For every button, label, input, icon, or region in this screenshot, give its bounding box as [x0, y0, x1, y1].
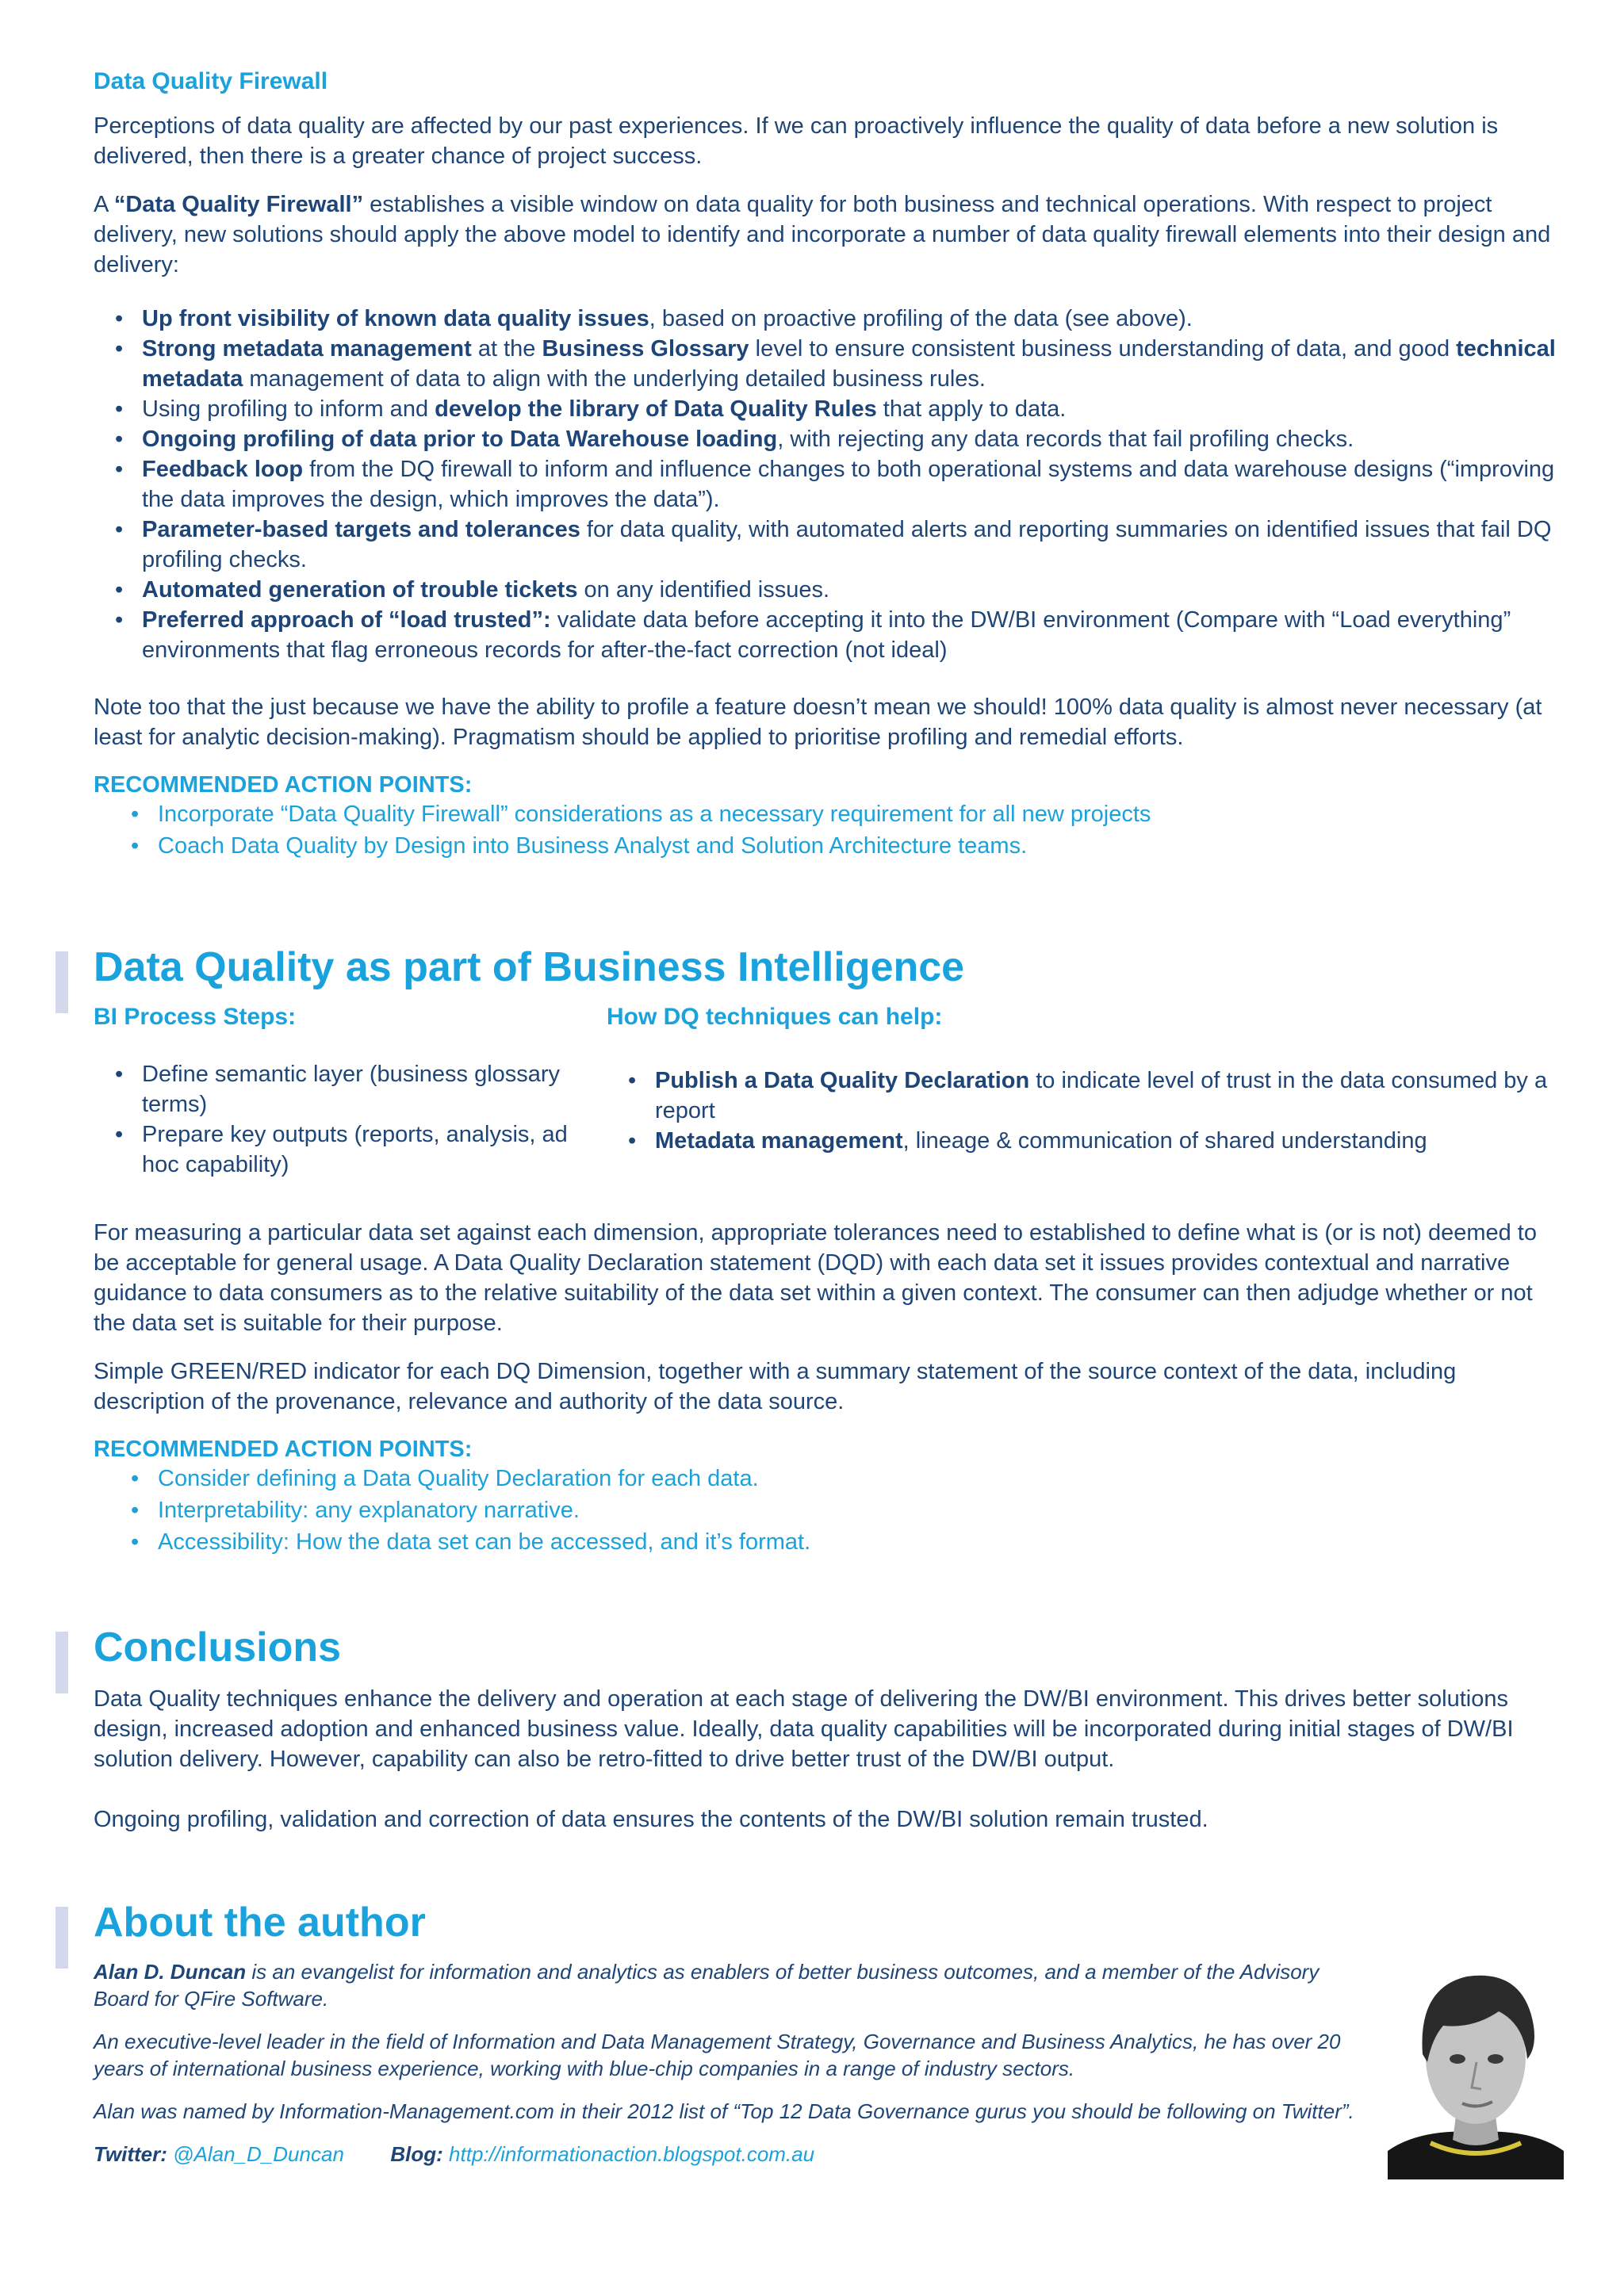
twitter-label: Twitter:	[94, 2142, 167, 2166]
list-item: • Interpretability: any explanatory narrative.	[94, 1494, 1568, 1526]
author-bio-paragraph: Alan D. Duncan is an evangelist for information and analytics as enablers of better business outcomes, and a member of the Advisory Board for QFire Software.	[94, 1960, 1320, 2011]
about-author-heading: About the author	[94, 1900, 426, 1946]
dq-bi-heading: Data Quality as part of Business Intelligence	[94, 944, 965, 990]
list-item: • Ongoing profiling of data prior to Data Warehouse loading, with rejecting any data records that fail profiling checks.	[94, 424, 1568, 454]
list-item: • Metadata management, lineage & communication of shared understanding	[607, 1126, 1568, 1156]
dq-firewall-paragraph: A “Data Quality Firewall” establishes a visible window on data quality for both business and technical operations. With respect to project delivery, new solutions should apply the above model to identify and incorporate a number of data quality firewall elements into their design and delivery:	[94, 192, 1551, 277]
dq-techniques-list	[607, 1066, 1568, 1156]
author-contact	[94, 2141, 1378, 2168]
list-item: • Parameter-based targets and tolerances for data quality, with automated alerts and reporting summaries on identified issues that fail DQ profiling checks.	[94, 515, 1568, 575]
recommended-actions-list	[94, 798, 1568, 862]
list-item: • Coach Data Quality by Design into Business Analyst and Solution Architecture teams.	[94, 830, 1568, 862]
section-marker	[56, 1632, 68, 1693]
bi-process-steps-heading: BI Process Steps:	[94, 1004, 297, 1030]
recommended-actions-heading: RECOMMENDED ACTION POINTS:	[94, 772, 473, 798]
author-name: Alan D. Duncan	[94, 1960, 247, 1984]
author-bio	[94, 1958, 1378, 2168]
list-item: • Up front visibility of known data quality issues, based on proactive profiling of the data (see above).	[94, 304, 1568, 334]
list-item: • Strong metadata management at the Business Glossary level to ensure consistent business understanding of data, and good technical metadata management of data to align with the underlying detailed business rules.	[94, 334, 1568, 394]
dq-indicator-paragraph: Simple GREEN/RED indicator for each DQ Dimension, together with a summary statement of the source context of the data, including description of the provenance, relevance and authority of the data source.	[94, 1359, 1457, 1414]
author-bio-paragraph: An executive-level leader in the field of Information and Data Management Strategy, Governance and Business Analytics, he has over 20 years of international business experience, working with blue-chip companies in a range of industry sectors.	[94, 2030, 1341, 2080]
section-marker	[56, 951, 68, 1013]
bi-process-steps	[94, 1004, 569, 1180]
list-item: • Define semantic layer (business glossary terms)	[94, 1059, 569, 1119]
dq-firewall-section	[94, 68, 1568, 862]
recommended-actions-list	[94, 1463, 1568, 1558]
list-item: • Automated generation of trouble tickets on any identified issues.	[94, 575, 1568, 605]
dq-firewall-elements-list	[94, 304, 1568, 665]
list-item: • Incorporate “Data Quality Firewall” considerations as a necessary requirement for all new projects	[94, 798, 1568, 830]
conclusions-paragraph: Data Quality techniques enhance the delivery and operation at each stage of delivering the DW/BI environment. This drives better solutions design, increased adoption and enhanced business value. Ideally, data quality capabilities will be incorporated during initial stages of DW/BI solution delivery. However, capability can also be retro-fitted to drive better trust of the DW/BI output.	[94, 1686, 1514, 1772]
blog-label: Blog:	[390, 2142, 443, 2166]
list-item: • Preferred approach of “load trusted”: validate data before accepting it into the DW/BI environment (Compare with “Load everything” environments that flag erroneous records for after-the-fact correction (not ideal)	[94, 605, 1568, 665]
blog-url-link[interactable]: http://informationaction.blogspot.com.au	[449, 2142, 815, 2166]
author-bio-paragraph: Alan was named by Information-Management.com in their 2012 list of “Top 12 Data Governance gurus you should be following on Twitter”.	[94, 2099, 1354, 2123]
list-item: • Prepare key outputs (reports, analysis, ad hoc capability)	[94, 1119, 569, 1180]
dq-bi-body	[94, 1218, 1568, 1558]
dq-declaration-paragraph: For measuring a particular data set against each dimension, appropriate tolerances need to established to define what is (or is not) deemed to be acceptable for general usage. A Data Quality Declaration statement (DQD) with each data set it issues provides contextual and narrative guidance to data consumers as to the relative suitability of the data set within a given context. The consumer can then adjudge whether or not the data set is suitable for their purpose.	[94, 1220, 1537, 1336]
conclusions-paragraph: Ongoing profiling, validation and correction of data ensures the contents of the DW/BI solution remain trusted.	[94, 1807, 1208, 1832]
list-item: • Using profiling to inform and develop the library of Data Quality Rules that apply to data.	[94, 394, 1568, 424]
twitter-handle-link[interactable]: @Alan_D_Duncan	[173, 2142, 344, 2166]
dq-firewall-heading: Data Quality Firewall	[94, 68, 328, 94]
conclusions-heading: Conclusions	[94, 1624, 342, 1670]
conclusions-body	[94, 1684, 1568, 1835]
dq-firewall-note: Note too that the just because we have the ability to profile a feature doesn’t mean we should! 100% data quality is almost never necessary (at least for analytic decision-making). Pragmatism should be applied to prioritise profiling and remedial efforts.	[94, 695, 1542, 750]
list-item: • Feedback loop from the DQ firewall to inform and influence changes to both operational systems and data warehouse designs (“improving the data improves the design, which improves the data”).	[94, 454, 1568, 515]
recommended-actions-heading: RECOMMENDED ACTION POINTS:	[94, 1437, 473, 1462]
author-portrait-image	[1388, 1953, 1564, 2179]
list-item: • Publish a Data Quality Declaration to indicate level of trust in the data consumed by a report	[607, 1066, 1568, 1126]
bi-process-steps-list	[94, 1059, 569, 1180]
dq-techniques-heading: How DQ techniques can help:	[607, 1004, 943, 1030]
section-marker	[56, 1907, 68, 1969]
author-photo	[1388, 1953, 1564, 2179]
list-item: • Accessibility: How the data set can be accessed, and it’s format.	[94, 1526, 1568, 1558]
dq-firewall-intro: Perceptions of data quality are affected by our past experiences. If we can proactively influence the quality of data before a new solution is delivered, then there is a greater chance of project success.	[94, 113, 1499, 169]
list-item: • Consider defining a Data Quality Declaration for each data.	[94, 1463, 1568, 1494]
dq-techniques	[607, 1004, 1568, 1156]
